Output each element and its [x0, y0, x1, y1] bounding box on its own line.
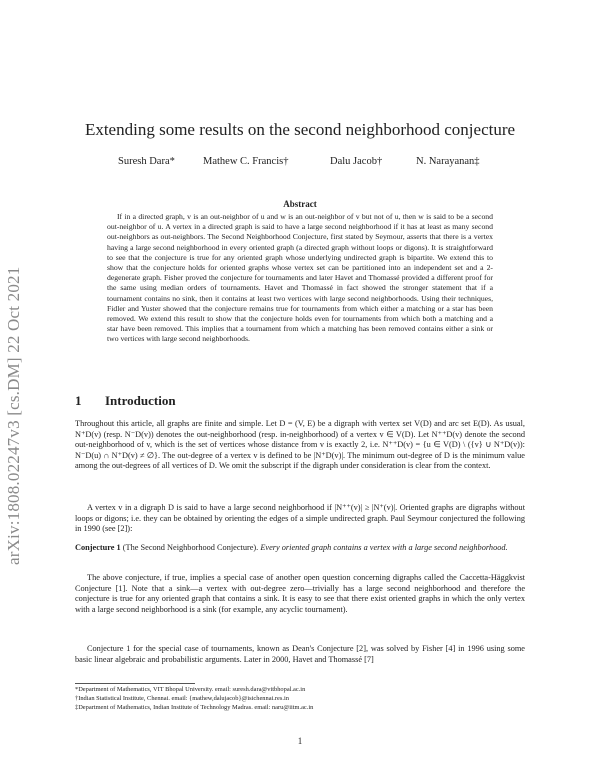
conjecture-label: Conjecture 1	[75, 543, 121, 552]
author-2: Mathew C. Francis†	[203, 156, 289, 167]
body-paragraph: Conjecture 1 for the special case of tournaments, known as Dean's Conjecture [2], was solved by Fisher [4] in 1996 using some basic linear algebraic and probabilistic arguments. Later in 2000, Havet and Thomassé [7]	[75, 644, 525, 664]
page-number: 1	[297, 736, 303, 746]
author-list	[0, 156, 600, 172]
arxiv-identifier-stamp: arXiv:1808.02247v3 [cs.DM] 22 Oct 2021	[4, 266, 23, 565]
footnote-3: ‡Department of Mathematics, Indian Institute of Technology Madras. email: naru@iitm.ac.in	[75, 703, 314, 711]
body-paragraph: The above conjecture, if true, implies a special case of another open question concerning digraphs called the Caccetta-Häggkvist Conjecture [1]. Note that a sink—a vertex with out-degree zero—trivially has a large second neighborhood and therefore the conjecture is true for any oriented graph that contains a sink. It is easy to see that there exist oriented graphs in which the only vertex with a large second neighborhood is a sink (for example, any acyclic tournament).	[75, 573, 525, 614]
conjecture-block	[75, 543, 525, 554]
footnote-1: *Department of Mathematics, VIT Bhopal University. email: suresh.dara@vitbhopal.ac.in	[75, 686, 306, 693]
conjecture-name: (The Second Neighborhood Conjecture).	[122, 543, 259, 552]
abstract-text: If in a directed graph, v is an out-neighbor of u and w is an out-neighbor of v but not of u, then w is said to be a second out-neighbor of u. A vertex in a directed graph is said to have a large second neighborhood if it has at least as many second out-neighbors as out-neighbors. The Second Neighborhood Conjecture, first stated by Seymour, asserts that there is a vertex having a large second neighborhood in every oriented graph (a directed graph without loops or digons). It is straightforward to see that the conjecture is true for any oriented graph whose underlying undirected graph is bipartite. We extend this to show that the conjecture holds for oriented graphs whose vertex set can be partitioned into an independent set and a 2-degenerate graph. Fisher proved the conjecture for tournaments and later Havet and Thomassé provided a different proof for the same using median orders of tournaments. Havet and Thomassé in fact showed the stronger statement that if a tournament contains no sink, then it contains at least two vertices with large second neighborhoods. Using their techniques, Fidler and Yuster showed that the conjecture remains true for tournaments from which either a matching or a star has been removed. We extend this result to show that the conjecture holds even for tournaments from which both a matching and a star have been removed. This implies that a tournament from which a matching has been removed contains either a sink or two vertices with large second neighborhoods.	[107, 212, 493, 344]
paper-title: Extending some results on the second neighborhood conjecture	[84, 120, 516, 139]
author-3: Dalu Jacob†	[330, 156, 383, 167]
section-title: Introduction	[105, 393, 176, 408]
body-paragraph: A vertex v in a digraph D is said to have a large second neighborhood if |N⁺⁺(v)| ≥ |N⁺(v)|. Oriented graphs are digraphs without loops or digons; i.e. they can be obtained by orienting the edges of a simple undirected graph. Paul Seymour conjectured the following in 1990 (see [2]):	[75, 503, 525, 533]
footnote-2: †Indian Statistical Institute, Chennai. email: {mathew,dalujacob}@isichennai.res.in	[75, 694, 289, 702]
body-paragraph: Throughout this article, all graphs are finite and simple. Let D = (V, E) be a digraph with vertex set V(D) and arc set E(D). As usual, N⁺D(v) (resp. N⁻D(v)) denotes the out-neighborhood (resp. in-neighborhood) of a vertex v ∈ V(D). Let N⁺⁺D(v) denote the second out-neighborhood of v, which is the set of vertices whose distance from v is exactly 2, i.e. N⁺⁺D(v) = {u ∈ V(D) \ ({v} ∪ N⁺D(v)): N⁻D(u) ∩ N⁺D(v) ≠ ∅}. The out-degree of a vertex v is defined to be |N⁺D(v)|. The minimum out-degree of D is the minimum value among the out-degrees of all vertices of D. We omit the subscript if the digraph under consideration is clear from the context.	[75, 419, 525, 470]
conjecture-statement: Every oriented graph contains a vertex with a large second neighborhood.	[260, 543, 508, 552]
abstract-heading: Abstract	[283, 199, 317, 209]
author-1: Suresh Dara*	[118, 156, 175, 167]
author-4: N. Narayanan‡	[416, 156, 480, 167]
footnotes	[75, 686, 525, 712]
section-number: 1	[75, 393, 82, 408]
footnote-rule	[75, 683, 195, 684]
section-heading	[75, 393, 375, 409]
